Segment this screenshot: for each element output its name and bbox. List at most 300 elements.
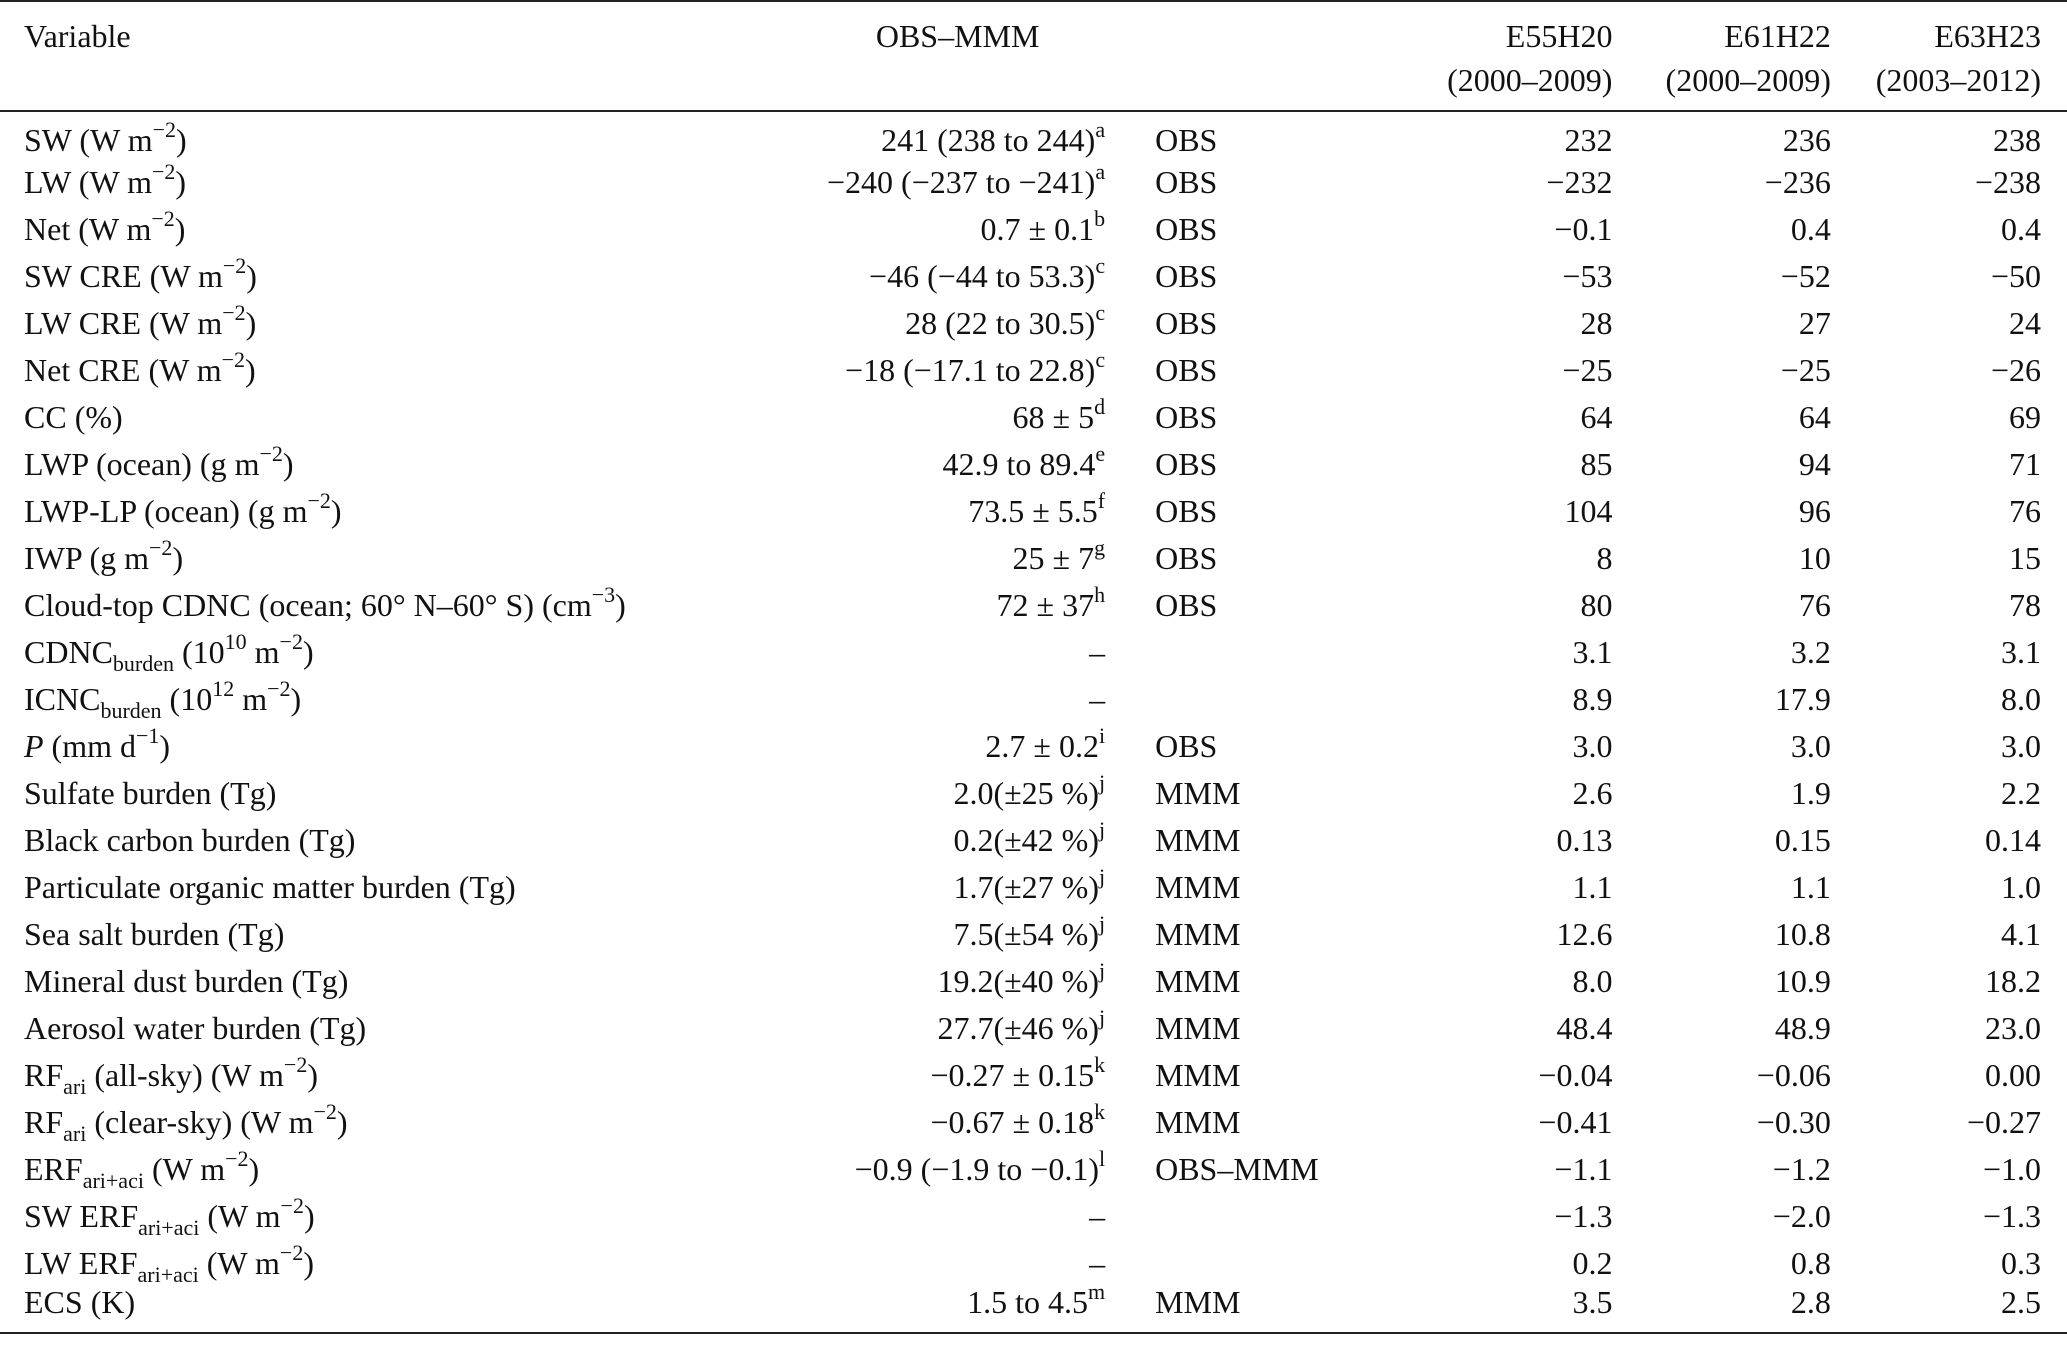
variable-exponent: 10 [224,628,247,654]
obs-value: 0.2(±42 %) [953,821,1099,858]
footnote-marker: a [1095,117,1106,142]
variable-label-end: ) [172,539,184,576]
cell-e55h20: 85 [1580,445,1613,482]
variable-label-end: ) [176,122,187,158]
source-label: MMM [1155,1103,1241,1140]
table-row [0,1098,2067,1145]
header-obs-mmm: OBS–MMM [875,18,1040,54]
variable-label-end: ) [159,727,171,764]
cell-obs-value [626,299,1105,346]
cell-e61h22: 10 [1798,539,1831,576]
cell-obs-value [626,111,1105,158]
variable-label-end: ) [174,210,186,247]
obs-value: −0.27 ± 0.15 [930,1056,1095,1093]
cell-e55h20: −1.3 [1554,1197,1613,1234]
unit-exponent: −2 [152,117,177,142]
variable-label: CDNC [24,633,113,670]
obs-value: −240 (−237 to −241) [826,163,1096,200]
cell-e55h20: −232 [1546,163,1613,200]
cell-e61h22: −236 [1764,163,1831,200]
footnote-marker: j [1098,863,1106,889]
table-row [0,205,2067,252]
unit-exponent: −3 [591,581,616,607]
source-label: OBS [1155,492,1218,529]
variable-subscript: ari+aci [138,1214,200,1240]
variable-label-mid: (W m [199,1197,281,1234]
variable-label: Black carbon burden (Tg) [24,821,356,858]
cell-e61h22: 1.9 [1790,774,1831,811]
variable-subscript: ari+aci [82,1167,144,1193]
table-row [0,957,2067,1004]
cell-source [1105,299,1373,346]
cell-variable [0,722,626,769]
variable-label-end: ) [246,257,257,294]
unit-exponent: −2 [222,299,246,325]
cell-e55h20: 80 [1580,586,1613,623]
obs-value: 1.7(±27 %) [953,868,1099,905]
cell-obs-value [626,581,1105,628]
unit-exponent: −2 [279,628,303,654]
variable-label-end: ) [290,680,302,717]
unit-exponent: −2 [307,487,331,513]
cell-e63h23: 3.0 [2001,727,2041,764]
variable-label: Cloud-top CDNC (ocean; 60° N–60° S) (cm [24,586,592,623]
cell-e61h22: −0.06 [1756,1056,1831,1093]
cell-variable [0,1098,626,1145]
variable-label-tail: ) [303,1244,314,1281]
cell-e63h23: 76 [2009,492,2041,529]
variable-exponent: 12 [212,675,235,701]
footnote-marker: j [1098,816,1106,842]
obs-value: 28 (22 to 30.5) [905,304,1096,341]
cell-obs-value [626,205,1105,252]
table-row [0,816,2067,863]
obs-value: 241 (238 to 244) [881,122,1096,158]
footnote-marker: j [1098,957,1106,983]
variable-label: IWP (g m [24,539,150,576]
cell-variable [0,487,626,534]
source-label: OBS [1155,539,1218,576]
header-variable: Variable [24,18,131,54]
variable-label: (mm d [43,727,136,764]
variable-label: Sea salt burden (Tg) [24,915,285,952]
unit-exponent: −2 [151,158,176,184]
cell-obs-value [626,722,1105,769]
variable-label: Sulfate burden (Tg) [24,774,277,811]
table-row [0,722,2067,769]
obs-value: 0.7 ± 0.1 [980,210,1095,247]
unit-exponent: −2 [149,534,173,560]
table-body [0,111,2067,1333]
obs-value: 25 ± 7 [1012,539,1095,576]
table-header-row [0,1,2067,111]
variable-label: Mineral dust burden (Tg) [24,962,349,999]
source-label: OBS [1155,586,1218,623]
variable-label: ERF [24,1150,83,1187]
obs-value: 68 ± 5 [1012,398,1095,435]
cell-obs-value [626,440,1105,487]
obs-value: 27.7(±46 %) [937,1009,1099,1046]
cell-source [1105,487,1373,534]
cell-source [1105,769,1373,816]
cell-e55h20: 232 [1564,122,1613,158]
variable-label: LW ERF [24,1244,138,1281]
obs-value: 42.9 to 89.4 [942,445,1096,482]
variable-label: LWP-LP (ocean) (g m [24,492,308,529]
cell-variable [0,252,626,299]
footnote-marker: e [1095,440,1106,466]
cell-variable [0,1239,626,1286]
table-row [0,393,2067,440]
variable-label-mid: (all-sky) (W m [86,1056,284,1093]
header-e61h22: E61H22 (2000–2009) [1665,18,1831,98]
cell-e55h20: 8.0 [1572,962,1613,999]
footnote-marker: b [1094,205,1106,231]
cell-e55h20: 3.0 [1572,727,1613,764]
cell-e61h22: 48.9 [1774,1009,1831,1046]
cell-source [1105,393,1373,440]
unit-exponent: −2 [259,440,283,466]
cell-source [1105,628,1373,675]
cell-e55h20: 3.1 [1572,633,1613,670]
cell-variable [0,910,626,957]
footnote-marker: l [1098,1145,1106,1171]
cell-e55h20: 8.9 [1572,680,1613,717]
footnote-marker: c [1095,299,1106,325]
cell-e63h23: −26 [1990,351,2041,388]
obs-value: −0.9 (−1.9 to −0.1) [854,1150,1099,1187]
obs-value: 2.0(±25 %) [953,774,1099,811]
cell-e61h22: 2.8 [1790,1284,1831,1320]
cell-source [1105,1192,1373,1239]
cell-e63h23: 23.0 [1985,1009,2041,1046]
cell-variable [0,1145,626,1192]
obs-value: 2.7 ± 0.2 [985,727,1099,764]
cell-obs-value [626,346,1105,393]
cell-e63h23: −1.0 [1982,1150,2041,1187]
cell-variable [0,1192,626,1239]
obs-value: −46 (−44 to 53.3) [869,257,1096,294]
footnote-marker: d [1094,393,1106,419]
cell-variable [0,111,626,158]
cell-e55h20: −53 [1562,257,1613,294]
obs-value: 19.2(±40 %) [937,962,1099,999]
cell-variable [0,205,626,252]
variable-label-tail: m [246,633,280,670]
cell-variable [0,816,626,863]
variable-subscript: burden [112,650,174,676]
cell-obs-value [626,1004,1105,1051]
variable-label-end: ) [302,633,314,670]
source-label: OBS [1155,304,1218,341]
table-row [0,346,2067,393]
cell-variable [0,1004,626,1051]
source-label: MMM [1155,1284,1241,1320]
variable-label-tail: m [234,680,268,717]
cell-e61h22: −1.2 [1772,1150,1831,1187]
cell-e63h23: 0.4 [2001,210,2041,247]
cell-obs-value [626,816,1105,863]
cell-e61h22: −25 [1780,351,1831,388]
cell-variable [0,440,626,487]
cell-variable [0,158,626,205]
cell-e61h22: −52 [1780,257,1831,294]
variable-subscript: ari+aci [137,1261,199,1287]
source-label: OBS [1155,351,1218,388]
cell-e55h20: −0.41 [1538,1103,1613,1140]
source-label: OBS [1155,163,1218,200]
cell-obs-value [626,1239,1105,1286]
cell-e55h20: −25 [1562,351,1613,388]
variable-label: SW CRE (W m [24,257,223,294]
cell-e63h23: 69 [2009,398,2041,435]
cell-variable [0,1286,626,1333]
table-row [0,581,2067,628]
cell-variable [0,534,626,581]
cell-source [1105,1239,1373,1286]
cell-source [1105,440,1373,487]
footnote-marker: a [1095,158,1106,184]
cell-e61h22: 0.15 [1774,821,1831,858]
cell-obs-value [626,628,1105,675]
source-label: MMM [1155,1056,1241,1093]
cell-e61h22: 3.2 [1790,633,1831,670]
variable-label: RF [24,1103,64,1140]
footnote-marker: f [1097,487,1106,513]
source-label: OBS [1155,727,1218,764]
source-label: MMM [1155,774,1241,811]
cell-e55h20: 8 [1596,539,1613,576]
obs-value: – [1089,1197,1106,1234]
cell-source [1105,205,1373,252]
cell-e55h20: 1.1 [1572,868,1613,905]
variable-label-end: ) [330,492,342,529]
cell-e61h22: 76 [1798,586,1831,623]
cell-source [1105,1004,1373,1051]
cell-e63h23: 0.00 [1985,1056,2041,1093]
cell-e63h23: 0.14 [1985,821,2041,858]
variable-label-mid: (clear-sky) (W m [86,1103,314,1140]
cell-e61h22: 3.0 [1790,727,1831,764]
cell-source [1105,1098,1373,1145]
cell-e55h20: 0.13 [1556,821,1613,858]
cell-e63h23: 18.2 [1985,962,2041,999]
cell-e61h22: 96 [1798,492,1831,529]
source-label: MMM [1155,868,1241,905]
cell-e63h23: 3.1 [2001,633,2041,670]
table-row [0,111,2067,158]
variable-label-mid: (10 [174,633,225,670]
variable-label-mid: (W m [198,1244,280,1281]
variable-label-mid: (10 [161,680,213,717]
cell-variable [0,675,626,722]
header-e63h23: E63H23 (2003–2012) [1875,18,2041,98]
cell-obs-value [626,1279,1106,1333]
footnote-marker: i [1098,722,1106,748]
footnote-marker: j [1098,910,1106,936]
variable-label-end: ) [245,351,256,388]
unit-exponent: −2 [222,252,247,278]
cell-e61h22: 10.9 [1774,962,1831,999]
variable-exponent: −2 [283,1051,308,1077]
obs-value: – [1089,633,1106,670]
footnote-marker: c [1095,252,1106,278]
cell-source [1105,1286,1373,1333]
variable-label: Particulate organic matter burden (Tg) [24,868,516,905]
variable-symbol: P [24,727,44,764]
obs-value: −18 (−17.1 to 22.8) [845,351,1096,388]
cell-variable [0,1051,626,1098]
source-label: OBS [1155,445,1218,482]
cell-e61h22: 236 [1782,122,1831,158]
table-row [0,1004,2067,1051]
cell-source [1105,252,1373,299]
cell-e61h22: 17.9 [1774,680,1831,717]
footnote-marker: g [1094,534,1106,560]
cell-variable [0,346,626,393]
variable-label: Net CRE (W m [24,351,222,388]
variable-subscript: ari [63,1073,87,1099]
footnote-marker: k [1094,1051,1106,1077]
obs-value: 7.5(±54 %) [953,915,1099,952]
cell-obs-value [626,675,1105,722]
source-label: OBS [1155,122,1218,158]
cell-e63h23: 24 [2009,304,2041,341]
cell-source [1105,957,1373,1004]
variable-label: LWP (ocean) (g m [24,445,260,482]
obs-value: – [1089,1244,1106,1281]
table-row [0,863,2067,910]
cell-e55h20: 0.2 [1572,1244,1613,1281]
variable-label-end: ) [615,586,626,623]
variable-label-tail: ) [303,1197,315,1234]
cell-e61h22: −2.0 [1772,1197,1831,1234]
cell-e61h22: 10.8 [1774,915,1831,952]
cell-e63h23: 238 [1993,122,2041,158]
table-row [0,1239,2067,1286]
cell-e63h23: 15 [2009,539,2041,576]
cell-e61h22: −0.30 [1756,1103,1831,1140]
cell-e63h23: −50 [1990,257,2041,294]
variable-exponent: −2 [279,1239,304,1265]
cell-variable [0,863,626,910]
table-row [0,1192,2067,1239]
table-row [0,299,2067,346]
variable-label: SW ERF [24,1197,139,1234]
cell-e63h23: 2.5 [2001,1284,2041,1320]
cell-obs-value [626,769,1105,816]
cell-e55h20: 12.6 [1556,915,1613,952]
variable-label: ICNC [24,680,101,717]
cell-variable [0,581,626,628]
variable-exponent: −2 [280,1192,304,1218]
variable-label-tail: ) [248,1150,260,1187]
variable-label-tail: ) [336,1103,348,1140]
footnote-marker: j [1098,1004,1106,1030]
cell-source [1105,158,1373,205]
cell-variable [0,769,626,816]
cell-e61h22: 0.8 [1790,1244,1831,1281]
variable-label: Net (W m [24,210,152,247]
variable-label: ECS (K) [24,1284,136,1320]
table-row [0,487,2067,534]
cell-source [1105,1145,1373,1192]
table-row [0,769,2067,816]
source-label: MMM [1155,1009,1241,1046]
cell-source [1105,346,1373,393]
cell-obs-value [626,957,1105,1004]
obs-value: −0.67 ± 0.18 [930,1103,1095,1140]
variable-subscript: burden [100,697,162,723]
cell-e55h20: −1.1 [1554,1150,1613,1187]
unit-exponent: −2 [221,346,246,372]
cell-variable [0,957,626,1004]
cell-e55h20: 3.5 [1572,1284,1613,1320]
cell-source [1105,816,1373,863]
unit-exponent: −2 [151,205,175,231]
source-label: MMM [1155,915,1241,952]
cell-e61h22: 64 [1798,398,1831,435]
cell-e61h22: 27 [1798,304,1831,341]
source-label: OBS [1155,398,1218,435]
cell-e63h23: 4.1 [2001,915,2041,952]
source-label: MMM [1155,962,1241,999]
variable-exponent: −2 [225,1145,249,1171]
cell-source [1105,581,1373,628]
table-row [0,158,2067,205]
footnote-marker: h [1094,581,1106,607]
cell-source [1105,534,1373,581]
variable-label: RF [24,1056,64,1093]
table-row [0,910,2067,957]
cell-source [1105,1051,1373,1098]
source-label: MMM [1155,821,1241,858]
source-label: OBS [1155,257,1218,294]
cell-obs-value [626,534,1105,581]
cell-obs-value [626,910,1105,957]
cell-e63h23: 2.2 [2001,774,2041,811]
cell-e63h23: 78 [2009,586,2041,623]
cell-e63h23: 71 [2009,445,2041,482]
table-row [0,628,2067,675]
cell-obs-value [626,1051,1105,1098]
cell-e63h23: 0.3 [2001,1244,2041,1281]
table-row [0,534,2067,581]
cell-e63h23: −0.27 [1966,1103,2041,1140]
cell-variable [0,393,626,440]
table-row [0,1051,2067,1098]
table-row [0,1145,2067,1192]
cell-e63h23: 8.0 [2001,680,2041,717]
cell-source [1105,111,1373,158]
table-row [0,1286,2067,1333]
cell-e63h23: −238 [1974,163,2041,200]
cell-obs-value [626,1192,1105,1239]
cell-obs-value [626,1098,1105,1145]
variable-label: Aerosol water burden (Tg) [24,1009,367,1046]
cell-e61h22: 1.1 [1790,868,1831,905]
cell-source [1105,675,1373,722]
cell-variable [0,628,626,675]
variable-label: LW (W m [24,163,152,200]
cell-obs-value [626,863,1105,910]
cell-e61h22: 0.4 [1790,210,1831,247]
source-label: OBS–MMM [1155,1150,1319,1187]
table-row [0,252,2067,299]
obs-value: – [1089,680,1106,717]
cell-e55h20: 48.4 [1556,1009,1613,1046]
cell-e63h23: −1.3 [1982,1197,2041,1234]
